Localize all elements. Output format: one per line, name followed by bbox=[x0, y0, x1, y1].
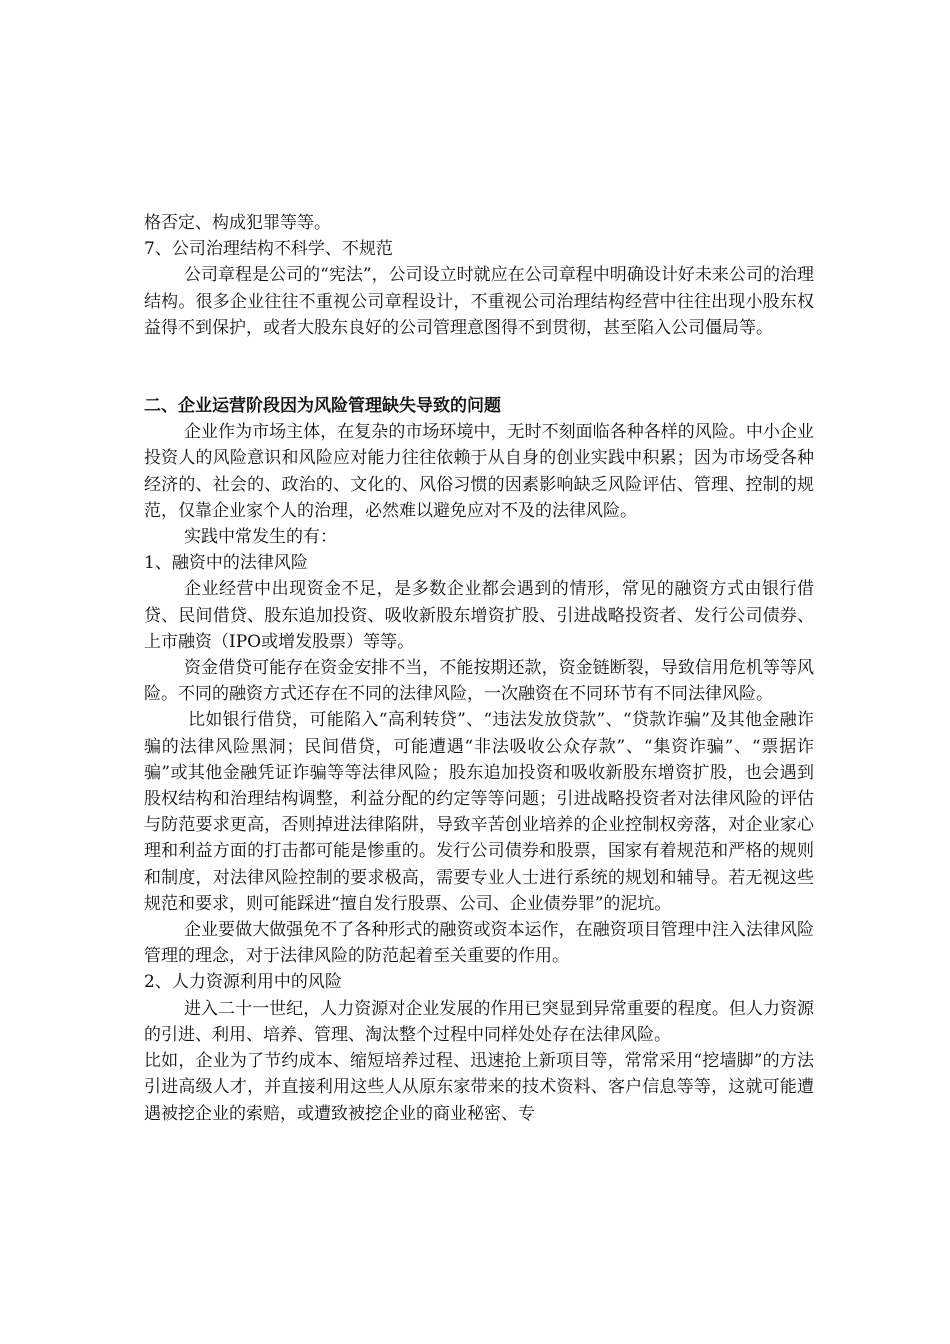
blank-space bbox=[144, 341, 814, 393]
paragraph-continuation: 格否定、构成犯罪等等。 bbox=[144, 213, 331, 233]
section-heading-2: 2、人力资源利用中的风险 bbox=[144, 972, 342, 993]
paragraph-market-risk: 企业作为市场主体，在复杂的市场环境中，无时不刻面临各种各样的风险。中小企业投资人的风险意识和风险应对能力往往依赖于从自身的创业实践中积累；因为市场受各种经济的、社会的、政治的、文化的、风俗习惯的因素影响缺乏风险评估、管理、控制的规范，仅靠企业家个人的治理，必然难以避免应对不及的法律风险。 bbox=[144, 422, 814, 521]
paragraph-capital-operation: 企业要做大做强免不了各种形式的融资或资本运作，在融资项目管理中注入法律风险管理的理念，对于法律风险的防范起着至关重要的作用。 bbox=[144, 920, 814, 967]
chapter-heading-2: 二、企业运营阶段因为风险管理缺失导致的问题 bbox=[144, 396, 501, 417]
paragraph-company-charter: 公司章程是公司的“宪法”，公司设立时就应在公司章程中明确设计好未来公司的治理结构。很多企业往往不重视公司章程设计，不重视公司治理结构经营中往往出现小股东权益得不到保护，或者大股东良好的公司管理意图得不到贯彻，甚至陷入公司僵局等。 bbox=[144, 265, 814, 338]
section-heading-7: 7、公司治理结构不科学、不规范 bbox=[144, 239, 393, 260]
paragraph-lending-risk: 资金借贷可能存在资金安排不当，不能按期还款，资金链断裂，导致信用危机等等风险。不同的融资方式还存在不同的法律风险，一次融资在不同环节有不同法律风险。 bbox=[144, 658, 814, 705]
paragraph-common-practice: 实践中常发生的有： bbox=[184, 527, 337, 548]
section-heading-1: 1、融资中的法律风险 bbox=[144, 553, 308, 574]
paragraph-talent-poaching: 比如，企业为了节约成本、缩短培养过程、迅速抢上新项目等，常常采用“挖墙脚”的方法引进高级人才，并直接利用这些人从原东家带来的技术资料、客户信息等等，这就可能遭遇被挖企业的索赔，或遭致被挖企业的商业秘密、专 bbox=[144, 1051, 814, 1124]
document-body bbox=[144, 210, 814, 1127]
paragraph-human-resources: 进入二十一世纪，人力资源对企业发展的作用已突显到异常重要的程度。但人力资源的引进、利用、培养、管理、淘汰整个过程中同样处处存在法律风险。 bbox=[144, 998, 814, 1045]
paragraph-financing-methods: 企业经营中出现资金不足，是多数企业都会遇到的情形，常见的融资方式由银行借贷、民间借贷、股东追加投资、吸收新股东增资扩股、引进战略投资者、发行公司债券、上市融资（IPO或增发股票）等等。 bbox=[144, 579, 814, 652]
paragraph-bank-loan-examples: 比如银行借贷，可能陷入“高利转贷”、“违法发放贷款”、“贷款诈骗”及其他金融诈骗的法律风险黑洞；民间借贷，可能遭遇“非法吸收公众存款”、“集资诈骗”、“票据诈骗”或其他金融凭证诈骗等等法律风险；股东追加投资和吸收新股东增资扩股，也会遇到股权结构和治理结构调整，利益分配的约定等等问题；引进战略投资者对法律风险的评估与防范要求更高，否则掉进法律陷阱，导致辛苦创业培养的企业控制权旁落，对企业家心理和利益方面的打击都可能是惨重的。发行公司债券和股票，国家有着规范和严格的规则和制度，对法律风险控制的要求极高，需要专业人士进行系统的规划和辅导。若无视这些规范和要求，则可能踩进“擅自发行股票、公司、企业债券罪”的泥坑。 bbox=[144, 710, 814, 914]
